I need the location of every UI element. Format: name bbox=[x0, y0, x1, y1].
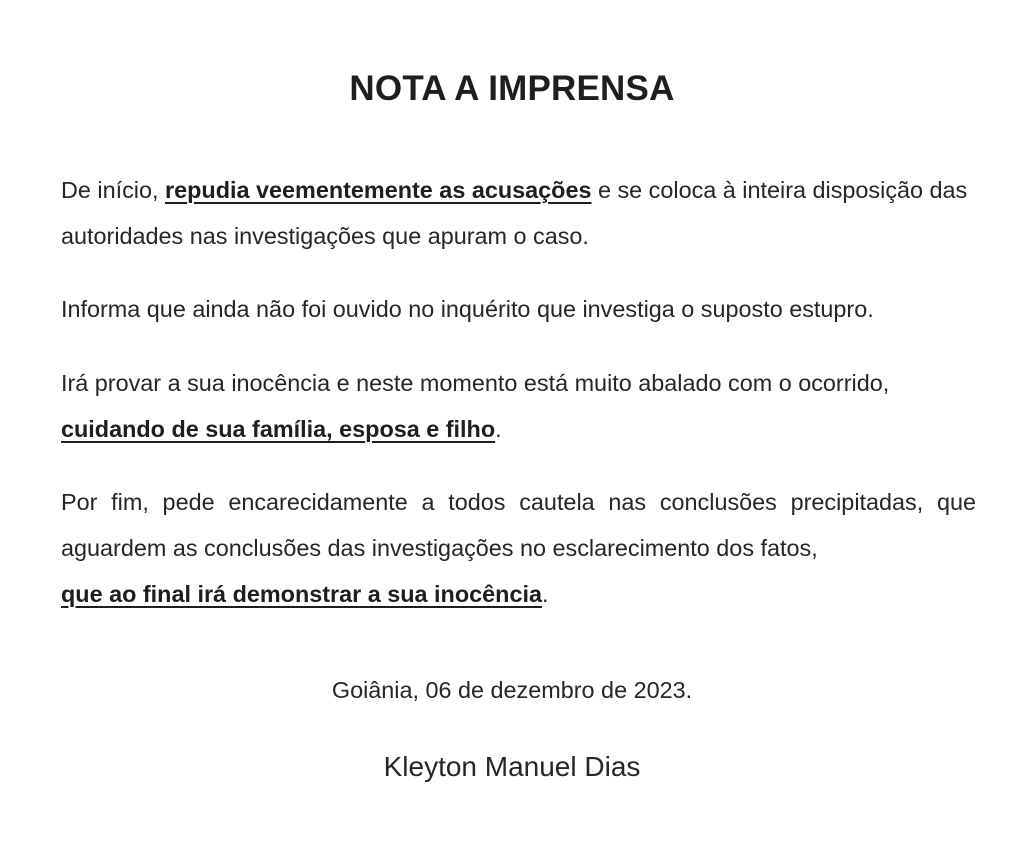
date-line: Goiânia, 06 de dezembro de 2023. bbox=[331, 677, 693, 703]
document-title: NOTA A IMPRENSA bbox=[349, 69, 675, 108]
paragraph-innocence bbox=[61, 360, 976, 452]
emphasis-text: cuidando de sua família, esposa e filho bbox=[61, 416, 496, 442]
paragraph-text: e se coloca à inteira disposição das autoridades nas investigações que apuram o caso. bbox=[61, 177, 968, 249]
paragraph-repudiation bbox=[61, 167, 976, 259]
emphasis-text: que ao final irá demonstrar a sua inocência bbox=[61, 581, 542, 607]
signature-name: Kleyton Manuel Dias bbox=[383, 751, 641, 782]
paragraph-not-heard bbox=[61, 286, 976, 332]
paragraph-text: Informa que ainda não foi ouvido no inquérito que investiga o suposto estupro. bbox=[61, 296, 874, 322]
emphasis-text: repudia veementemente as acusações bbox=[165, 177, 592, 203]
paragraph-text: De início, bbox=[61, 177, 166, 203]
paragraph-text: Por fim, pede encarecidamente a todos cautela nas conclusões precipitadas, que aguardem as conclusões das investigações no esclarecimento dos fatos, bbox=[61, 489, 976, 561]
paragraph-text: . bbox=[495, 416, 502, 442]
paragraph-text: . bbox=[541, 581, 549, 607]
paragraph-conclusion bbox=[61, 479, 976, 617]
paragraph-text: Irá provar a sua inocência e neste momento está muito abalado com o ocorrido, bbox=[61, 370, 890, 396]
